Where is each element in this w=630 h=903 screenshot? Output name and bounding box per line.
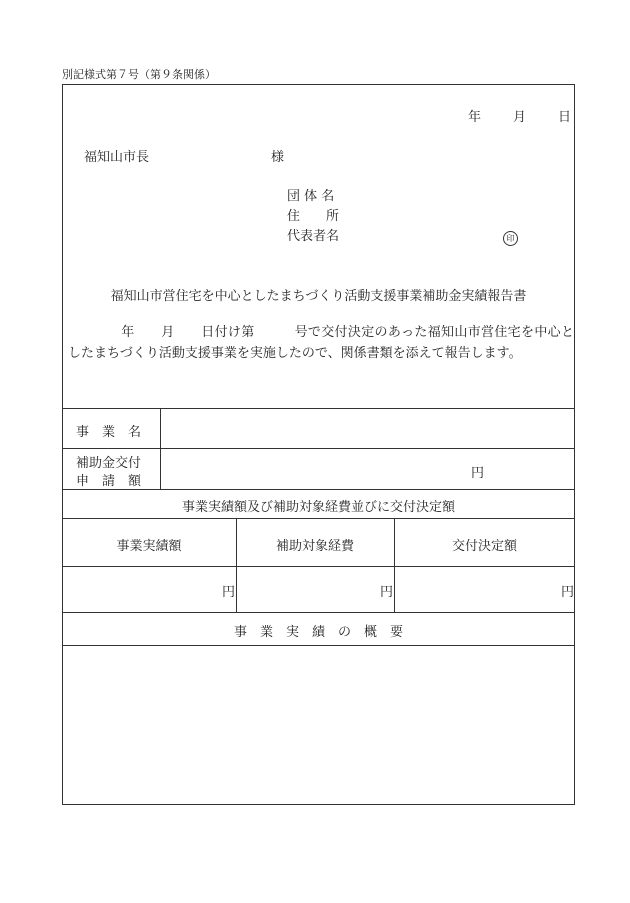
column-header-actual: 事業実績額 [116, 539, 182, 554]
form-number: 別記様式第７号（第９条関係） [62, 68, 216, 81]
table-rule [62, 566, 575, 567]
table-rule [236, 518, 237, 612]
seal-icon: 印 [503, 231, 518, 246]
grant-label-line1: 補助金交付 [76, 456, 142, 471]
table-rule [62, 612, 575, 613]
eligible-yen-unit: 円 [380, 585, 394, 600]
address-label: 住 所 [287, 209, 340, 224]
grant-yen-unit: 円 [471, 466, 485, 481]
decision-yen-unit: 円 [561, 585, 575, 600]
grant-label-line2: 申 請 額 [76, 474, 142, 489]
table-rule [62, 518, 575, 519]
actual-yen-unit: 円 [222, 585, 236, 600]
addressee-honorific: 様 [271, 150, 285, 165]
document-title: 福知山市営住宅を中心としたまちづくり活動支援事業補助金実績報告書 [110, 289, 527, 304]
table-rule [394, 518, 395, 612]
table-rule [62, 408, 575, 409]
seal-mark [503, 226, 518, 246]
column-header-decision: 交付決定額 [451, 539, 517, 554]
body-text: 年 月 日付け第 号で交付決定のあった福知山市営住宅を中心としたまちづくり活動支援事業を実施したので、関係書類を添えて報告します。 [68, 325, 574, 361]
group-name-label: 団 体 名 [287, 189, 335, 204]
column-header-eligible: 補助対象経費 [275, 539, 354, 554]
table-rule [62, 448, 575, 449]
date-year-label: 年 [468, 110, 482, 125]
section-header: 事業実績額及び補助対象経費並びに交付決定額 [181, 500, 455, 515]
addressee-name: 福知山市長 [84, 150, 150, 165]
summary-header: 事 業 実 績 の 概 要 [233, 625, 403, 640]
table-rule [62, 645, 575, 646]
table-rule [160, 408, 161, 489]
representative-label: 代表者名 [287, 229, 340, 244]
date-month-label: 月 [513, 110, 527, 125]
date-day-label: 日 [558, 110, 572, 125]
project-name-label: 事 業 名 [76, 425, 142, 440]
table-rule [62, 489, 575, 490]
